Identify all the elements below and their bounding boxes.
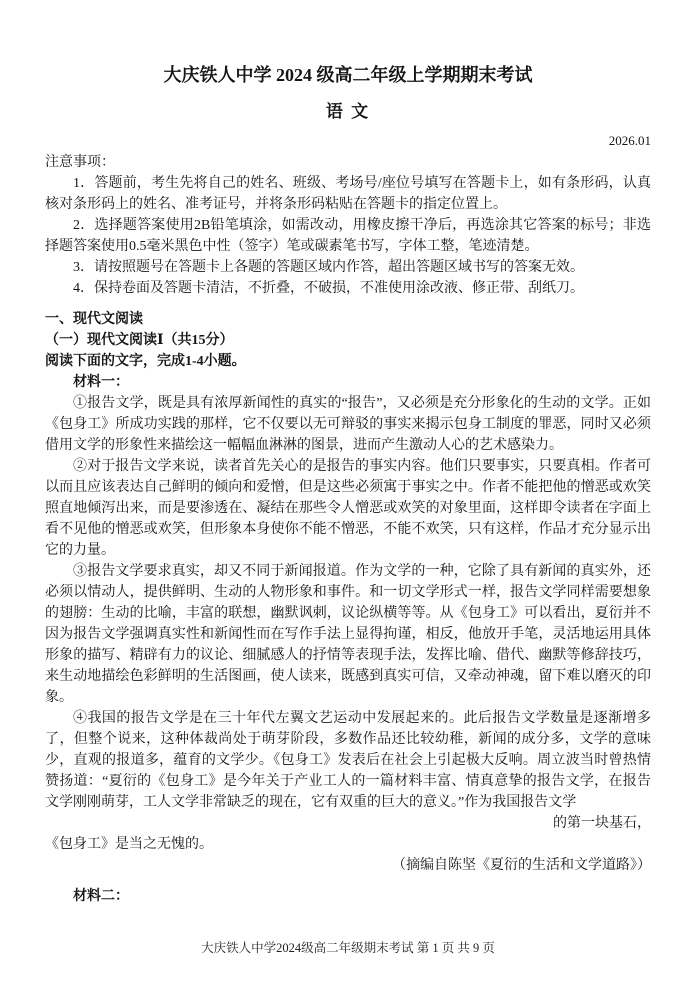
section-title: 一、现代文阅读 bbox=[45, 312, 143, 327]
exam-date: 2026.01 bbox=[608, 133, 651, 148]
material2-label: 材料二： bbox=[73, 889, 129, 904]
material1-paragraph-3: ③报告文学要求真实，却又不同于新闻报道。作为文学的一种，它除了具有新闻的真实外，还必须以情动人，提供鲜明、生动的人物形象和事件。和一切文学形式一样，报告文学同样需要想象的翅膀：生动的比喻，丰富的联想，幽默讽刺，议论纵横等等。从《包身工》可以看出，夏衍并不因为报告文学强调真实性和新闻性而在写作手法上显得拘谨，相反，他放开手笔，灵活地运用具体形象的描写、精辟有力的议论、细腻感人的抒情等表现手法，发挥比喻、借代、幽默等修辞技巧，来生动地描绘色彩鲜明的生活图画，使人读来，既感到真实可信，又牵动神魂，留下难以磨灭的印象。 bbox=[45, 564, 651, 705]
paragraph4-tail-right: 的第一块基石， bbox=[553, 816, 651, 831]
notice-item-1: 1．答题前，考生先将自己的姓名、班级、考场号/座位号填写在答题卡上，如有条形码，认真核对条形码上的姓名、准考证号，并将条形码粘贴在答题卡的指定位置上。 bbox=[45, 176, 651, 212]
subject-title: 语 文 bbox=[325, 102, 371, 121]
material1-source: （摘编自陈坚《夏衍的生活和文学道路》） bbox=[392, 858, 651, 873]
material1-paragraph-1: ①报告文学，既是具有浓厚新闻性的真实的“报告”，又必须是充分形象化的生动的文学。正如《包身工》所成功实践的那样，它不仅要以无可辩驳的事实来揭示包身工制度的罪恶，同时又必须借用文学的形象性来描绘这一幅幅血淋淋的图景，进而产生激动人心的艺术感染力。 bbox=[45, 396, 651, 453]
notice-section bbox=[45, 152, 651, 299]
notice-item-2: 2．选择题答案使用2B铅笔填涂，如需改动，用橡皮擦干净后，再选涂其它答案的标号；非选择题答案使用0.5毫米黑色中性（签字）笔或碳素笔书写，字体工整，笔迹清楚。 bbox=[45, 218, 651, 254]
material1-paragraph-2: ②对于报告文学来说，读者首先关心的是报告的事实内容。他们只要事实，只要真相。作者可以而且应该表达自己鲜明的倾向和爱憎，但是这些必须寓于事实之中。作者不能把他的憎恶或欢笑照直地倾泻出来，而是要渗透在、凝结在那些令人憎恶或欢笑的对象里面，这样即令读者在字面上看不见他的憎恶或欢笑，但形象本身使你不能不憎恶，不能不欢笑，只有这样，作品才充分显示出它的力量。 bbox=[45, 459, 651, 558]
reading-section bbox=[45, 309, 651, 907]
page-footer: 大庆铁人中学2024级高二年级期末考试 第 1 页 共 9 页 bbox=[201, 941, 495, 955]
notice-item-3: 3．请按照题号在答题卡上各题的答题区域内作答，超出答题区域书写的答案无效。 bbox=[73, 260, 584, 275]
notice-heading: 注意事项： bbox=[45, 155, 115, 170]
reading-instruction: 阅读下面的文字，完成1-4小题。 bbox=[45, 354, 246, 369]
exam-title: 大庆铁人中学 2024 级高二年级上学期期末考试 bbox=[163, 65, 533, 85]
paragraph4-tail-left: 《包身工》是当之无愧的。 bbox=[45, 837, 213, 852]
subsection-title: （一）现代文阅读Ⅰ（共15分） bbox=[45, 333, 234, 348]
material1-paragraph-4: ④我国的报告文学是在三十年代左翼文艺运动中发展起来的。此后报告文学数量是逐渐增多了，但整个说来，这种体裁尚处于萌芽阶段，多数作品还比较幼稚，新闻的成分多，文学的意味少，直观的报道多，蕴育的文学少。《包身工》发表后在社会上引起极大反响。周立波当时曾热情赞扬道：“夏衍的《包身工》是今年关于产业工人的一篇材料丰富、情真意挚的报告文学，在报告文学刚刚萌芽，工人文学非常缺乏的现在，它有双重的巨大的意义。”作为我国报告文学 bbox=[45, 711, 651, 810]
notice-item-4: 4．保持卷面及答题卡清洁，不折叠，不破损，不准使用涂改液、修正带、刮纸刀。 bbox=[73, 281, 584, 296]
material1-label: 材料一： bbox=[73, 375, 129, 390]
